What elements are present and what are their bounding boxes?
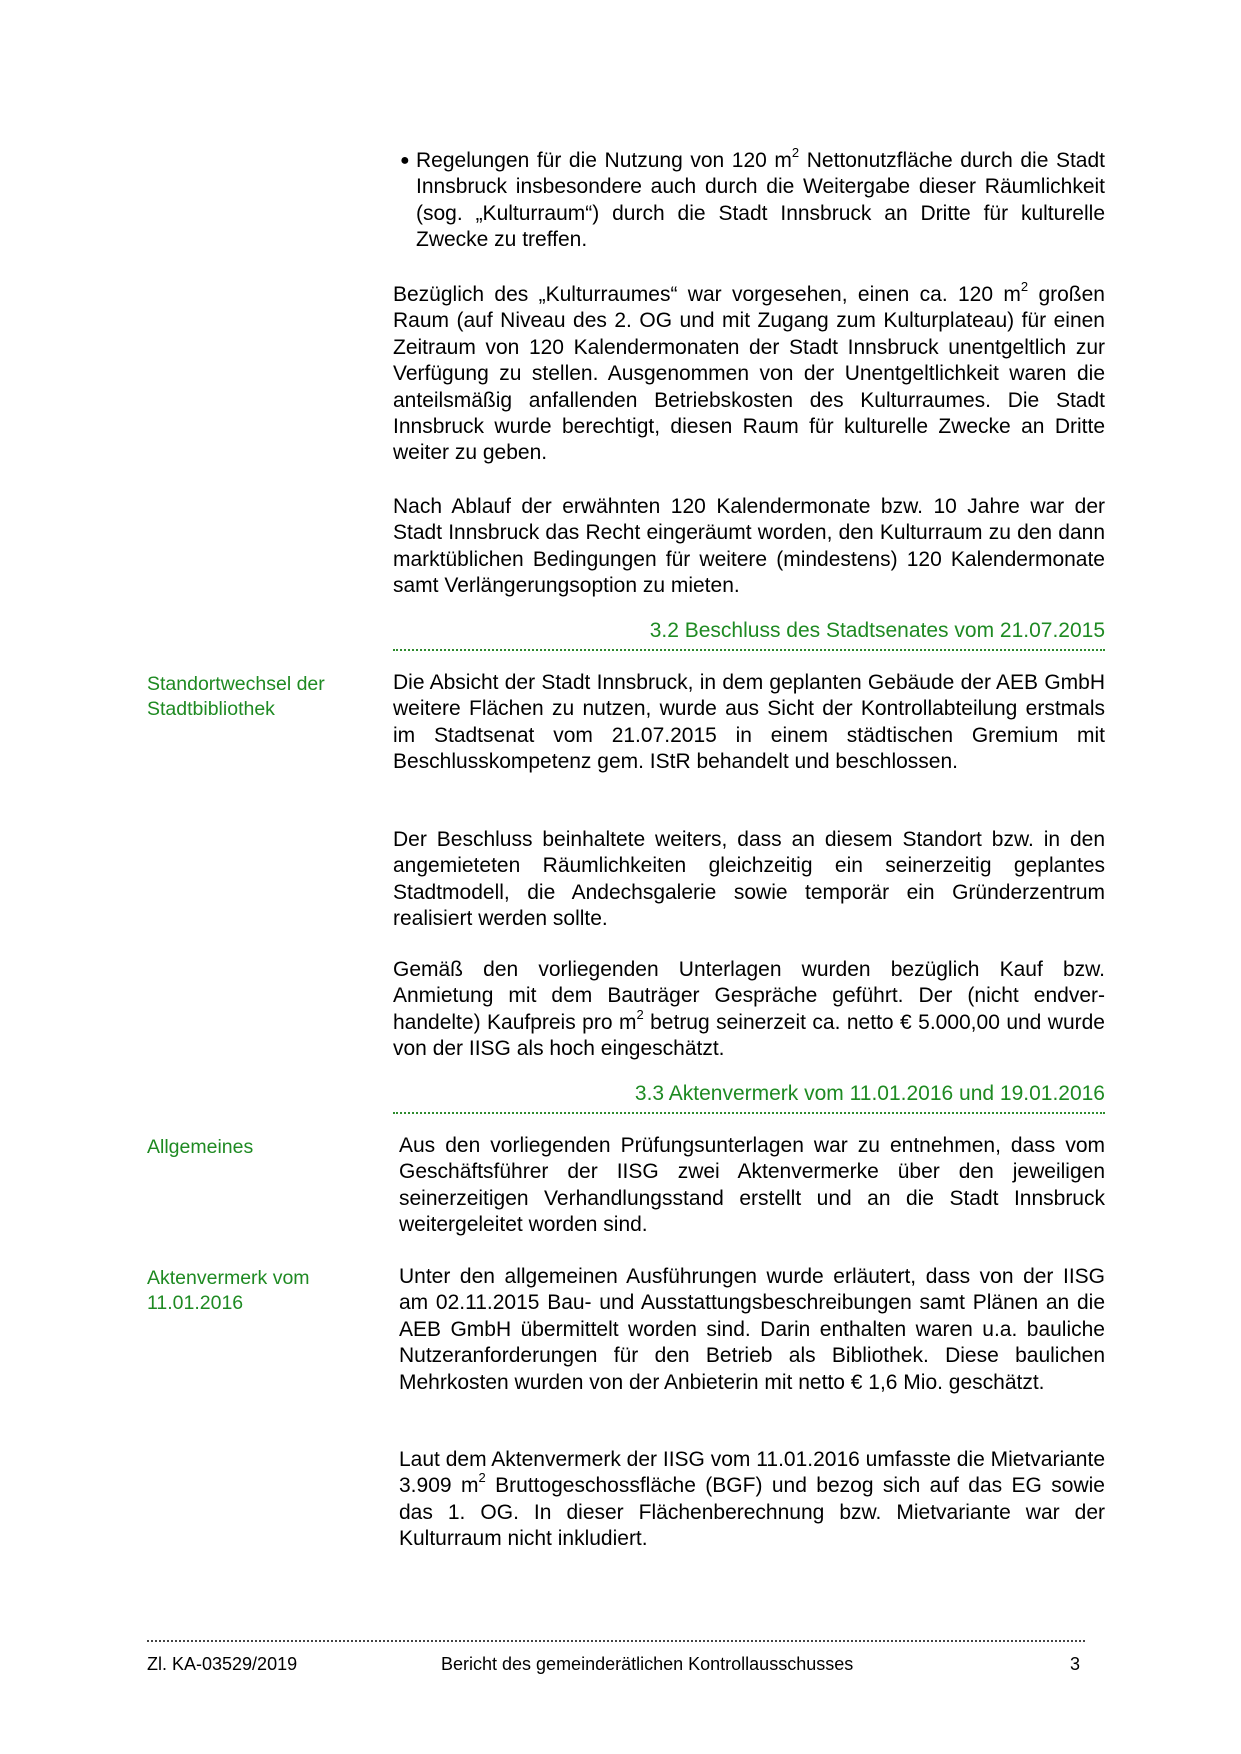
paragraph-kulturraum: Bezüglich des „Kulturraumes“ war vorgesehen, einen ca. 120 $m^2$ großen Raum (auf Niveau des 2. OG und mit Zugang zum Kulturplateau) für einen Zeitraum von 120 Kalendermonaten der Stadt Innsbruck unentgeltlich zur Verfügung zu stellen. Ausgenommen von der Unentgeltlichkeit waren die anteilsmäßig anfallenden Betriebskosten des Kulturraumes. Die Stadt Innsbruck wurde berechtigt, diesen Raum für kulturelle Zwecke an Dritte weiter zu geben.	[393, 279, 1105, 465]
paragraph-beschluss: Der Beschluss beinhaltete weiters, dass an diesem Standort bzw. in den angemieteten Räumlichkeiten gleichzeitig ein seinerzeitig geplantes Stadtmodell, die Andechsgalerie sowie temporär ein Gründerzentrum realisiert werden sollte.	[393, 828, 1105, 931]
paragraph-absicht: Die Absicht der Stadt Innsbruck, in dem geplanten Gebäude der AEB GmbH weitere Flächen zu nutzen, wurde aus Sicht der Kontrollabteilung erstmals im Stadtsenat vom 21.07.2015 in einem städtischen Gremium mit Beschlusskompetenz gem. IStR behandelt und beschlossen.	[393, 671, 1105, 774]
bullet-icon: ●	[400, 152, 410, 169]
paragraph-ablauf: Nach Ablauf der erwähnten 120 Kalendermonate bzw. 10 Jahre war der Stadt Innsbruck das Recht eingeräumt worden, den Kulturraum zu den dann marktüblichen Bedingungen für weitere (mindestens) 120 Kalendermonate samt Verlängerungsoption zu mieten.	[393, 495, 1105, 598]
paragraph-mietvariante: Laut dem Aktenvermerk der IISG vom 11.01.2016 umfasste die Mietvariante 3.909 $m^2$ Bruttogeschossfläche (BGF) und bezog sich auf das EG sowie das 1. OG. In dieser Flächenberechnung bzw. Mietvariante war der Kulturraum nicht inkludiert.	[399, 1448, 1105, 1551]
page-number: 3	[1070, 1654, 1081, 1674]
section-heading-3-2: 3.2 Beschluss des Stadtsenates vom 21.07.2015	[393, 619, 1105, 651]
side-note-allgemeines: Allgemeines	[147, 1136, 254, 1158]
side-note-standortwechsel: Standortwechsel der Stadtbibliothek	[147, 673, 325, 720]
section-heading-3-3: 3.3 Aktenvermerk vom 11.01.2016 und 19.01.2016	[393, 1082, 1105, 1114]
footer-file-number: Zl. KA-03529/2019	[147, 1654, 298, 1674]
bullet-item	[393, 145, 1105, 254]
paragraph-ausfuehrungen: Unter den allgemeinen Ausführungen wurde erläutert, dass von der IISG am 02.11.2015 Bau- und Ausstattungsbeschreibungen samt Plänen an die AEB GmbH übermittelt worden sind. Darin enthalten waren u.a. bauliche Nutzeranforderungen für den Betrieb als Bibliothek. Diese baulichen Mehrkosten wurden von der Anbieterin mit netto € 1,6 Mio. geschätzt.	[399, 1265, 1105, 1394]
side-note-aktenvermerk: Aktenvermerk vom 11.01.2016	[147, 1267, 310, 1314]
paragraph-pruefungsunterlagen: Aus den vorliegenden Prüfungsunterlagen war zu entnehmen, dass vom Geschäftsführer der IISG zwei Aktenvermerke über den jeweiligen seinerzeitigen Verhandlungsstand erstellt und an die Stadt Innsbruck weitergeleitet worden sind.	[399, 1134, 1105, 1237]
footer-divider	[147, 1640, 1085, 1642]
footer-title: Bericht des gemeinderätlichen Kontrollausschusses	[441, 1654, 854, 1674]
paragraph-kaufpreis: Gemäß den vorliegenden Unterlagen wurden bezüglich Kauf bzw. Anmietung mit dem Bauträger Gespräche geführt. Der (nicht endverhandelte) Kaufpreis pro $m^2$ betrug seinerzeit ca. netto € 5.000,00 und wurde von der IISG als hoch eingeschätzt.	[393, 958, 1105, 1061]
bullet-text: Regelungen für die Nutzung von 120 $m^2$ Nettonutzfläche durch die Stadt Innsbruck insbesondere auch durch die Weitergabe dieser Räumlichkeit (sog. „Kulturraum“) durch die Stadt Innsbruck an Dritte für kulturelle Zwecke zu treffen.	[416, 145, 1105, 252]
